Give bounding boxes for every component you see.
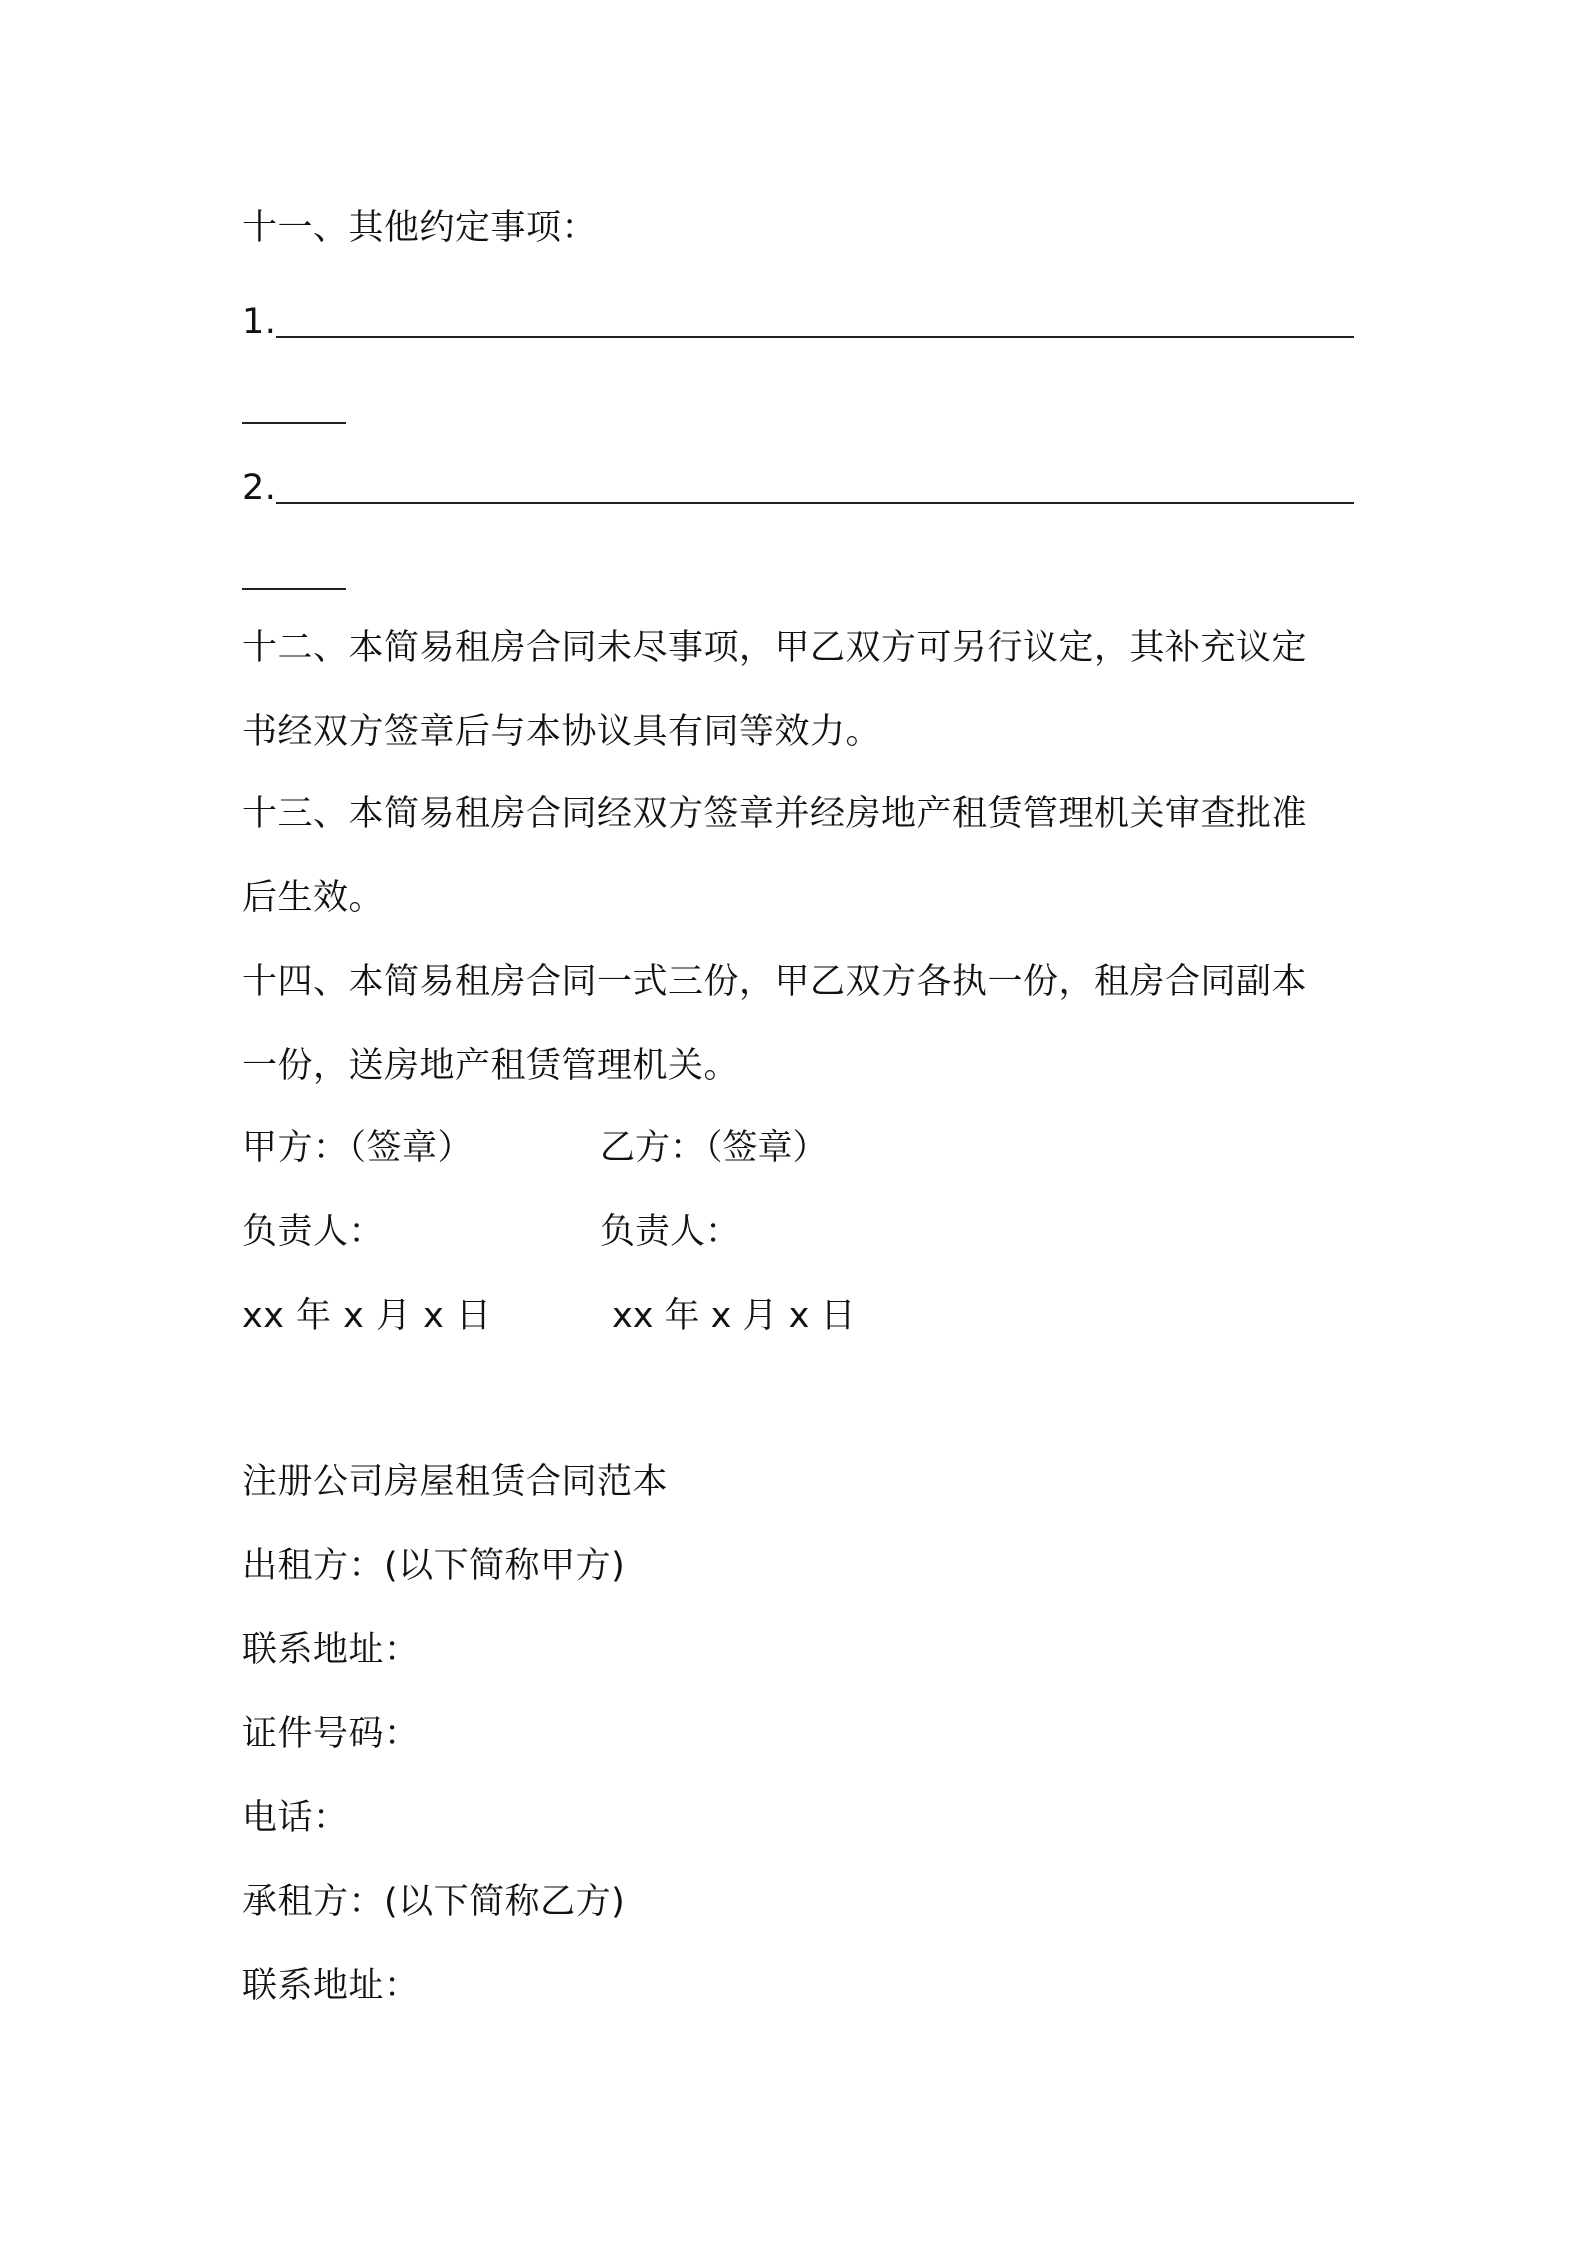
item-1-blank-line[interactable] — [276, 298, 1354, 346]
section-11-heading: 十一、其他约定事项： — [242, 208, 598, 248]
lessor-label: 出租方：(以下简称甲方) — [242, 1546, 626, 1586]
party-a-date: xx 年 x 月 x 日 — [242, 1296, 492, 1336]
second-contract-title: 注册公司房屋租赁合同范本 — [242, 1462, 669, 1502]
section-12-line-2: 书经双方签章后与本协议具有同等效力。 — [242, 712, 882, 752]
party-b-seal: 乙方：（签章） — [600, 1128, 828, 1168]
item-1-blank-line-continued[interactable] — [242, 384, 346, 432]
agreement-item-1 — [242, 298, 1354, 346]
party-a-seal: 甲方：（签章） — [242, 1128, 474, 1168]
lessee-label: 承租方：(以下简称乙方) — [242, 1882, 626, 1922]
section-13-line-1: 十三、本简易租房合同经双方签章并经房地产租赁管理机关审查批准 — [242, 794, 1308, 834]
lessor-id-label: 证件号码： — [242, 1714, 420, 1754]
item-2-blank-line-continued[interactable] — [242, 550, 346, 598]
lessor-phone-label: 电话： — [242, 1798, 349, 1838]
item-2-number: 2. — [242, 468, 277, 508]
section-14-line-2: 一份，送房地产租赁管理机关。 — [242, 1046, 740, 1086]
item-2-blank-line[interactable] — [276, 464, 1354, 512]
section-12-line-1: 十二、本简易租房合同未尽事项，甲乙双方可另行议定，其补充议定 — [242, 628, 1308, 668]
section-14-line-1: 十四、本简易租房合同一式三份，甲乙双方各执一份，租房合同副本 — [242, 962, 1308, 1002]
item-1-number: 1. — [242, 302, 277, 342]
party-b-date: xx 年 x 月 x 日 — [612, 1296, 856, 1336]
party-a-person: 负责人： — [242, 1212, 385, 1252]
lessee-address-label: 联系地址： — [242, 1966, 420, 2006]
agreement-item-1-continuation — [242, 384, 346, 432]
section-13-line-2: 后生效。 — [242, 878, 385, 918]
agreement-item-2-continuation — [242, 550, 346, 598]
lessor-address-label: 联系地址： — [242, 1630, 420, 1670]
agreement-item-2 — [242, 464, 1354, 512]
party-b-person: 负责人： — [600, 1212, 741, 1252]
